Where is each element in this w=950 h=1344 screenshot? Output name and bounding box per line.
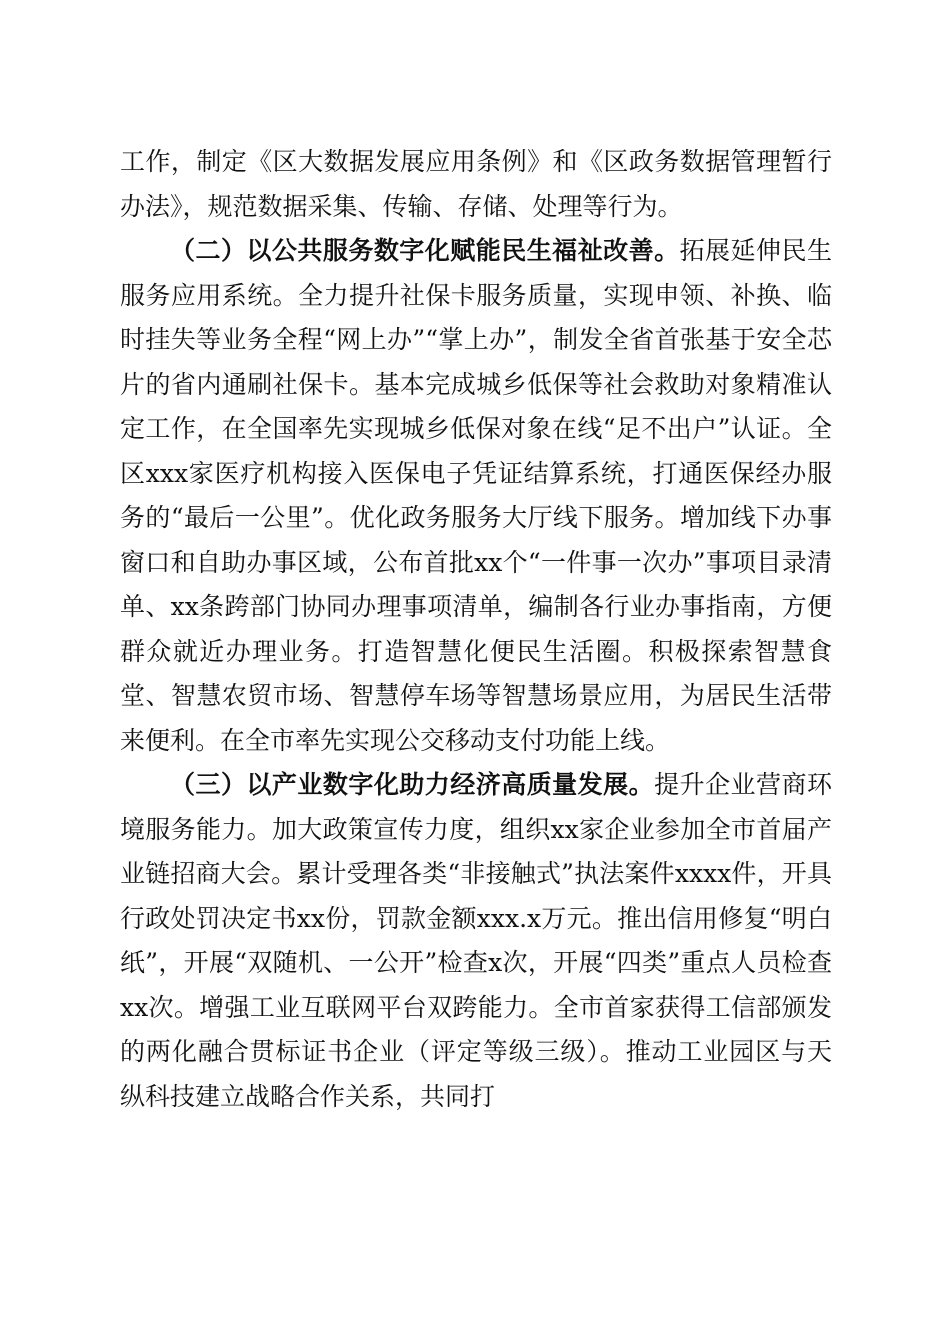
section-heading-3: （三）以产业数字化助力经济高质量发展。	[170, 770, 655, 799]
paragraph-text: 工作，制定《区大数据发展应用条例》和《区政务数据管理暂行办法》，规范数据采集、传输、存储、处理等行为。	[120, 147, 832, 221]
paragraph-continuation	[120, 140, 832, 229]
paragraph-text: 拓展延伸民生服务应用系统。全力提升社保卡服务质量，实现申领、补换、临时挂失等业务全程“网上办”“掌上办”，制发全省首张基于安全芯片的省内通刷社保卡。基本完成城乡低保等社会救助对象精准认定工作，在全国率先实现城乡低保对象在线“足不出户”认证。全区xxx家医疗机构接入医保电子凭证结算系统，打通医保经办服务的“最后一公里”。优化政务服务大厅线下服务。增加线下办事窗口和自助办事区域，公布首批xx个“一件事一次办”事项目录清单、xx条跨部门协同办理事项清单，编制各行业办事指南，方便群众就近办理业务。打造智慧化便民生活圈。积极探索智慧食堂、智慧农贸市场、智慧停车场等智慧场景应用，为居民生活带来便利。在全市率先实现公交移动支付功能上线。	[120, 236, 832, 755]
paragraph-text: 提升企业营商环境服务能力。加大政策宣传力度，组织xx家企业参加全市首届产业链招商大会。累计受理各类“非接触式”执法案件xxxx件，开具行政处罚决定书xx份，罚款金额xxx.x万元。推出信用修复“明白纸”，开展“双随机、一公开”检查x次，开展“四类”重点人员检查xx次。增强工业互联网平台双跨能力。全市首家获得工信部颁发的两化融合贯标证书企业（评定等级三级）。推动工业园区与天纵科技建立战略合作关系，共同打	[120, 770, 832, 1111]
paragraph-industry-digitalization	[120, 763, 832, 1119]
paragraph-public-services	[120, 229, 832, 763]
document-body	[120, 140, 832, 1119]
section-heading-2: （二）以公共服务数字化赋能民生福祉改善。	[170, 236, 680, 265]
